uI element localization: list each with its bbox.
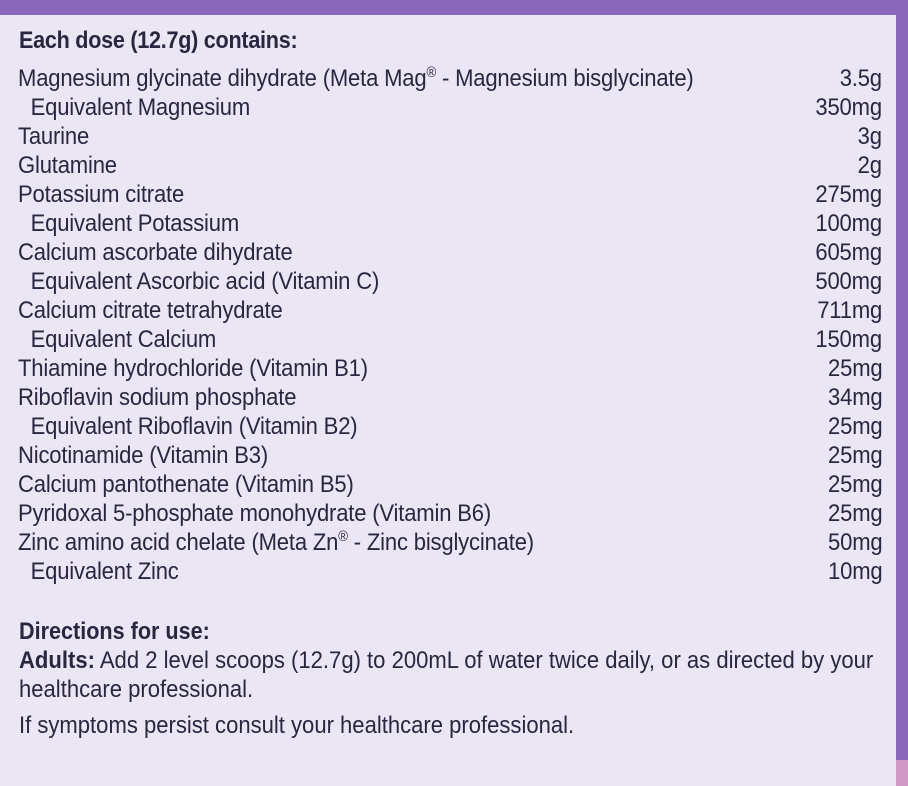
ingredient-row — [18, 296, 882, 325]
persist-warning: If symptoms persist consult your healthcare professional. — [19, 712, 575, 739]
ingredient-name — [18, 122, 89, 151]
ingredient-amount: 25mg — [827, 442, 882, 469]
ingredient-name — [18, 325, 216, 354]
ingredient-name-text: Glutamine — [18, 152, 117, 179]
ingredient-name — [18, 383, 296, 412]
ingredient-name-text: Potassium citrate — [18, 181, 185, 208]
ingredient-amount: 25mg — [827, 500, 882, 527]
ingredient-row — [18, 412, 882, 441]
ingredient-name-text: Zinc amino acid chelate (Meta Zn — [18, 529, 339, 556]
ingredient-row — [18, 64, 882, 93]
directions-adults-text — [19, 646, 890, 704]
ingredient-name — [18, 238, 293, 267]
ingredient-name-text: Pyridoxal 5-phosphate monohydrate (Vitamin B6) — [18, 500, 492, 527]
ingredient-amount: 25mg — [827, 355, 882, 382]
ingredient-row — [18, 441, 882, 470]
ingredient-row — [18, 383, 882, 412]
ingredient-name-suffix: - Zinc bisglycinate) — [347, 529, 534, 556]
ingredient-name-text: Thiamine hydrochloride (Vitamin B1) — [18, 355, 368, 382]
ingredient-amount: 3.5g — [839, 65, 882, 92]
ingredient-amount: 3g — [857, 123, 882, 150]
ingredient-name-text: Equivalent Potassium — [30, 210, 240, 237]
ingredient-row — [18, 470, 882, 499]
ingredient-name — [18, 151, 117, 180]
ingredient-row — [18, 499, 882, 528]
ingredient-amount: 500mg — [815, 268, 882, 295]
ingredient-name-text: Taurine — [18, 123, 90, 150]
ingredient-name-suffix: - Magnesium bisglycinate) — [436, 65, 694, 92]
ingredient-row — [18, 325, 882, 354]
ingredient-row — [18, 267, 882, 296]
registered-mark: ® — [426, 64, 437, 81]
ingredient-amount: 50mg — [827, 529, 882, 556]
ingredient-amount: 275mg — [815, 181, 882, 208]
ingredient-name — [18, 412, 357, 441]
ingredient-name — [18, 267, 379, 296]
ingredient-amount: 350mg — [815, 94, 882, 121]
ingredient-name — [18, 64, 694, 93]
ingredient-name — [18, 354, 368, 383]
ingredient-amount: 10mg — [827, 558, 882, 585]
ingredient-name-text: Calcium ascorbate dihydrate — [18, 239, 293, 266]
ingredient-name-text: Equivalent Ascorbic acid (Vitamin C) — [30, 268, 380, 295]
ingredient-amount: 711mg — [817, 297, 882, 324]
ingredient-name-text: Magnesium glycinate dihydrate (Meta Mag — [18, 65, 427, 92]
ingredient-row — [18, 209, 882, 238]
ingredient-row — [18, 557, 882, 586]
ingredient-name — [18, 557, 179, 586]
ingredient-amount: 100mg — [815, 210, 882, 237]
ingredient-row — [18, 93, 882, 122]
registered-mark: ® — [338, 528, 348, 545]
ingredient-name — [18, 180, 184, 209]
ingredient-name-text: Calcium citrate tetrahydrate — [18, 297, 283, 324]
right-border-strip — [896, 15, 908, 786]
directions-title: Directions for use: — [19, 618, 210, 645]
ingredient-row — [18, 354, 882, 383]
ingredient-name-text: Riboflavin sodium phosphate — [18, 384, 297, 411]
ingredient-amount: 150mg — [815, 326, 882, 353]
ingredient-name — [18, 441, 268, 470]
ingredient-name-text: Equivalent Calcium — [30, 326, 217, 353]
ingredient-list — [18, 64, 882, 586]
ingredient-name — [18, 499, 491, 528]
ingredient-name — [18, 93, 250, 122]
ingredient-amount: 25mg — [827, 413, 882, 440]
directions-section — [19, 617, 891, 704]
ingredient-row — [18, 180, 882, 209]
ingredient-row — [18, 122, 882, 151]
ingredient-name — [18, 470, 354, 499]
ingredient-amount: 605mg — [815, 239, 882, 266]
ingredient-row — [18, 238, 882, 267]
ingredient-row — [18, 528, 882, 557]
adults-label: Adults: — [19, 647, 95, 674]
ingredient-name-text: Equivalent Magnesium — [30, 94, 251, 121]
ingredient-name-text: Calcium pantothenate (Vitamin B5) — [18, 471, 354, 498]
ingredient-name-text: Equivalent Riboflavin (Vitamin B2) — [30, 413, 358, 440]
ingredient-name-text: Equivalent Zinc — [30, 558, 179, 585]
adults-instructions: Add 2 level scoops (12.7g) to 200mL of water twice daily, or as directed by your healthcare professional. — [19, 647, 874, 703]
ingredient-name — [18, 528, 534, 557]
ingredient-name — [18, 296, 283, 325]
ingredient-name — [18, 209, 239, 238]
ingredient-amount: 25mg — [827, 471, 882, 498]
ingredient-amount: 34mg — [827, 384, 882, 411]
ingredient-row — [18, 151, 882, 180]
ingredient-amount: 2g — [857, 152, 882, 179]
right-border-accent — [896, 760, 908, 786]
ingredient-name-text: Nicotinamide (Vitamin B3) — [18, 442, 269, 469]
contents-heading: Each dose (12.7g) contains: — [19, 27, 298, 54]
